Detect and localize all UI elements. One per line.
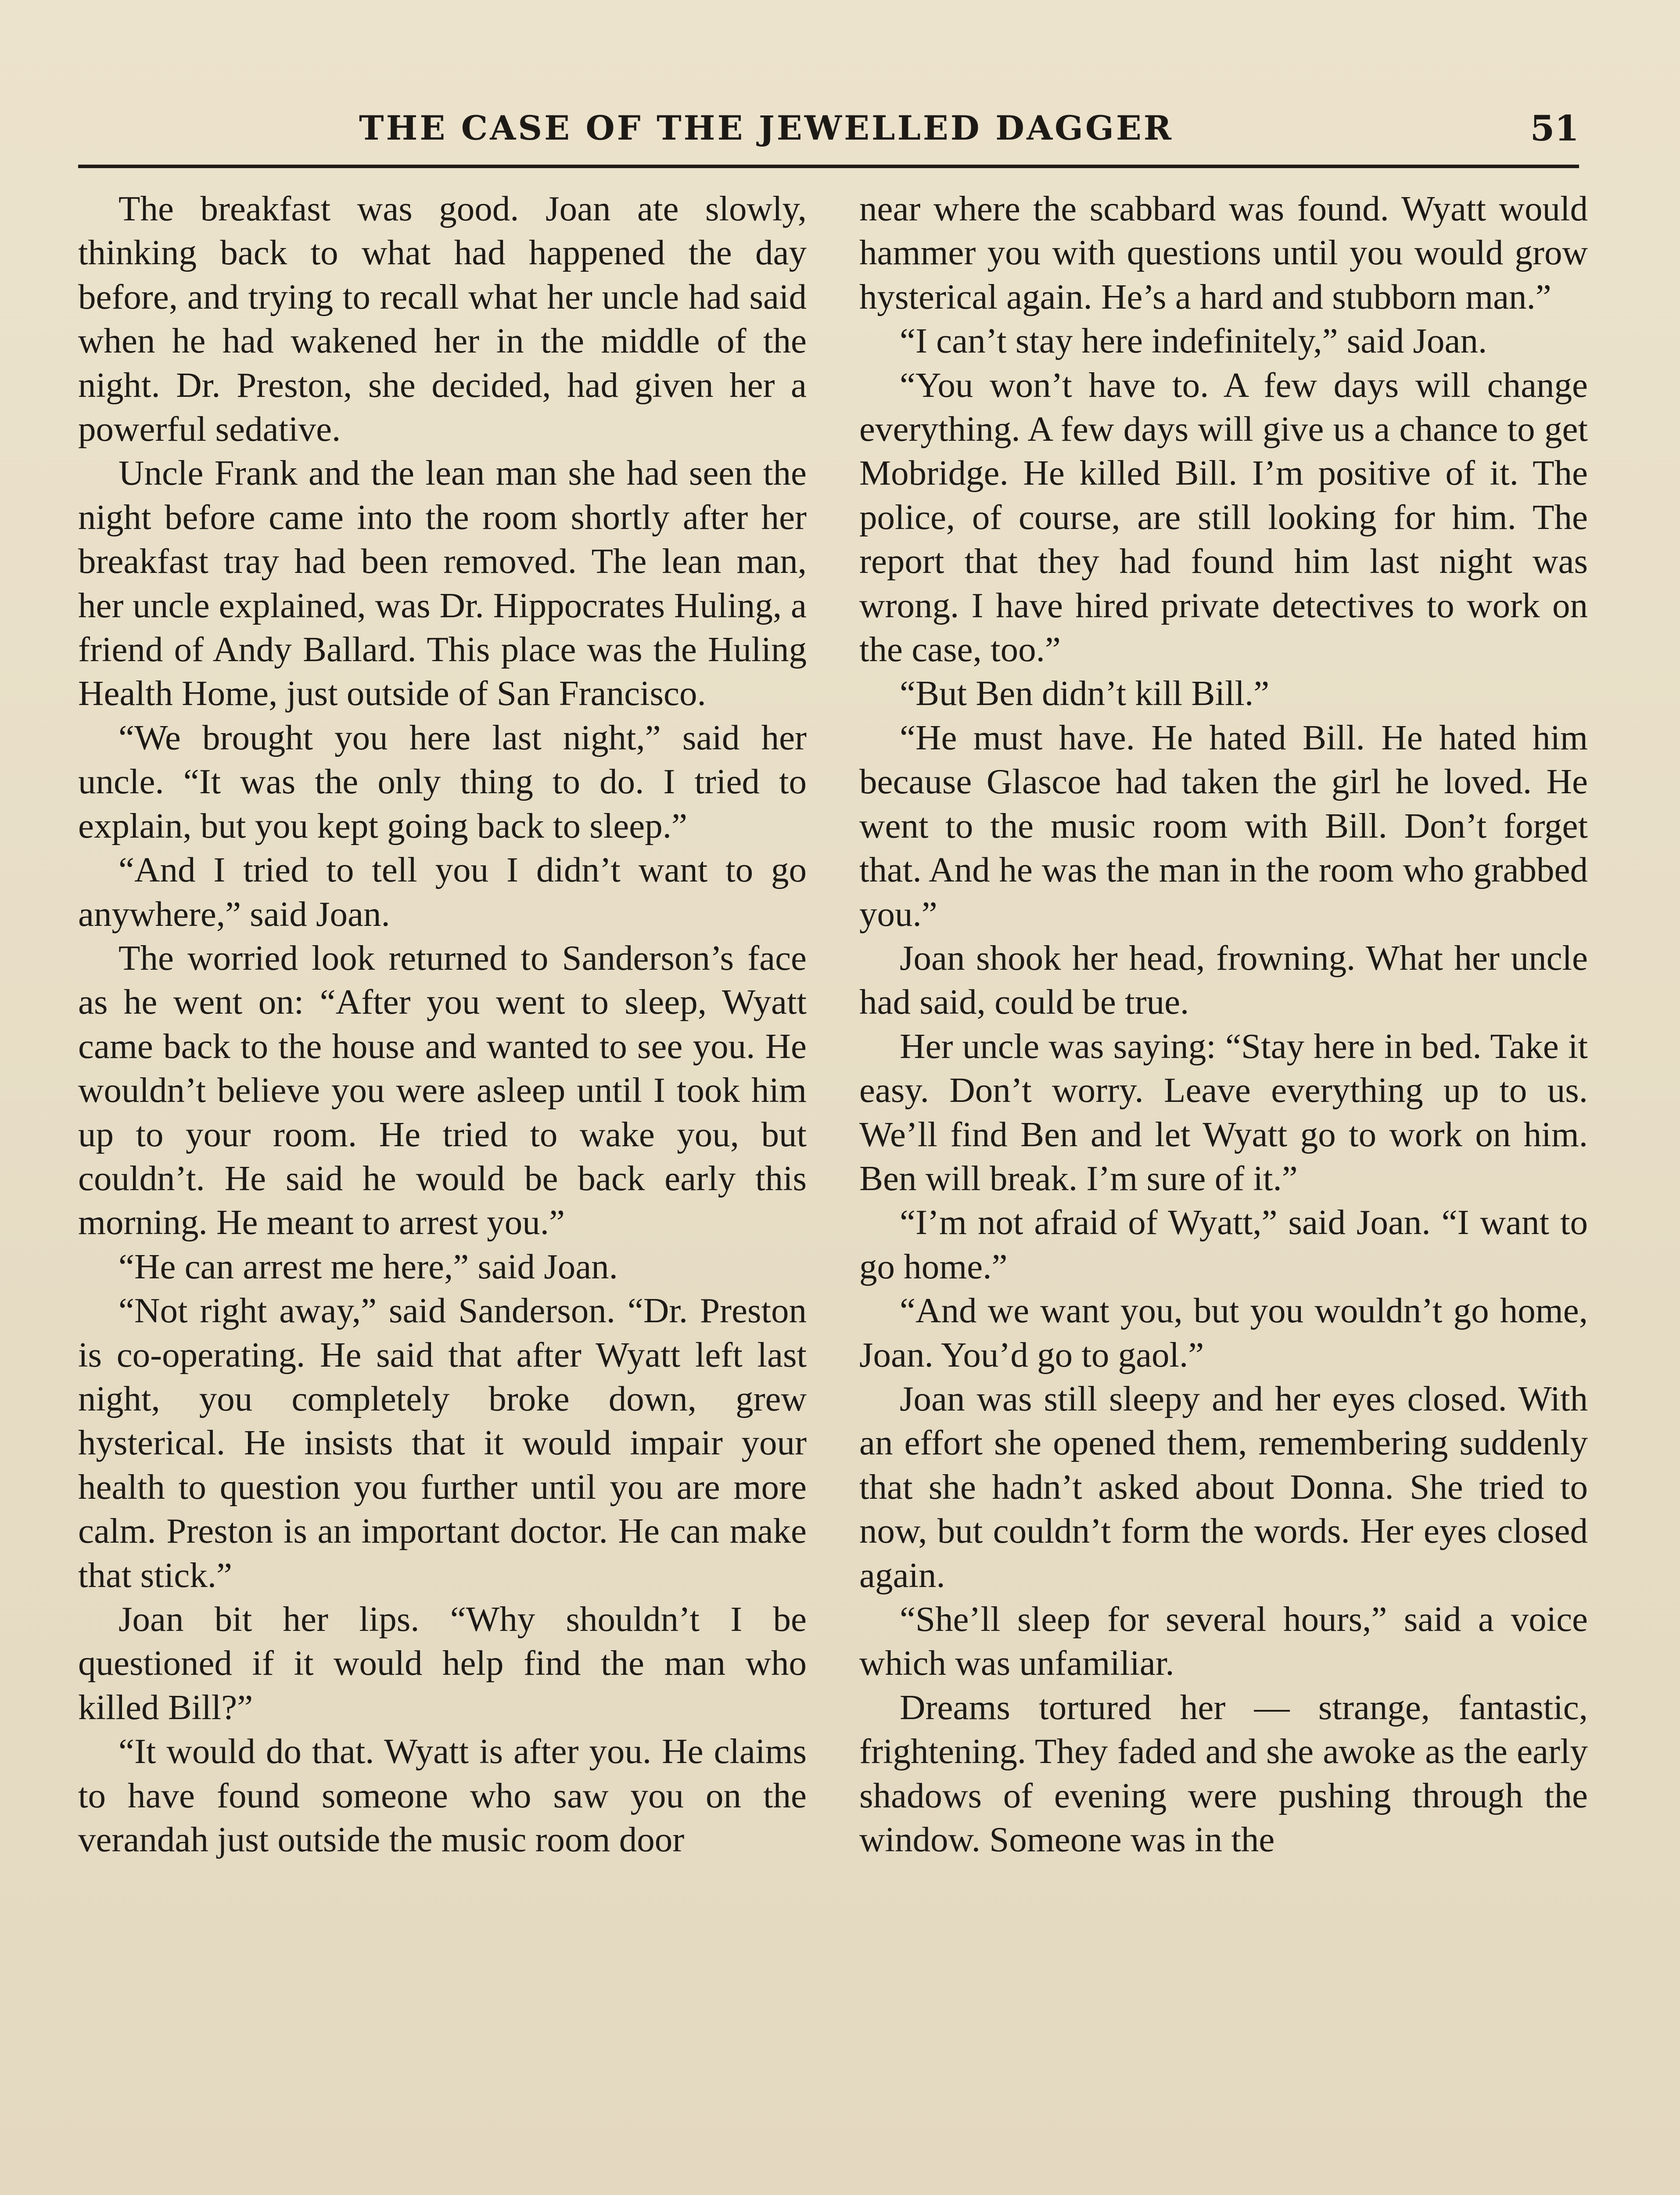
paragraph-continuation: near where the scabbard was found. Wyatt would hammer you with questions until you would grow hysterical again. He’s a hard and stubborn man.” [859, 189, 1588, 317]
paragraph: “He must have. He hated Bill. He hated him because Glascoe had taken the girl he loved. He went to the music room with Bill. Don’t forget that. And he was the man in the room who grabbed you.” [859, 717, 1588, 934]
paragraph: Dreams tortured her — strange, fantastic, frightening. They faded and she awoke as the early shadows of evening were pushing through the window. Someone was in the [859, 1687, 1588, 1860]
paragraph: “And we want you, but you wouldn’t go home, Joan. You’d go to gaol.” [859, 1291, 1588, 1375]
paragraph: “But Ben didn’t kill Bill.” [900, 673, 1270, 713]
paragraph: “You won’t have to. A few days will change everything. A few days will give us a chance to get Mobridge. He killed Bill. I’m positive of it. The police, of course, are still looking for him. The report that they had found him last night was wrong. I have hired private detectives to work on the case, too.” [859, 365, 1588, 669]
running-head [78, 102, 1579, 155]
paragraph: “And I tried to tell you I didn’t want to go anywhere,” said Joan. [78, 850, 807, 934]
header-rule [78, 165, 1579, 168]
running-title: THE CASE OF THE JEWELLED DAGGER [359, 108, 1174, 148]
paragraph: Joan shook her head, frowning. What her uncle had said, could be true. [859, 938, 1588, 1022]
paragraph: The breakfast was good. Joan ate slowly, thinking back to what had happened the day before, and trying to recall what her uncle had said when he had wakened her in the middle of the night. Dr. Preston, she decided, had given her a powerful sedative. [78, 189, 807, 449]
left-column [78, 187, 807, 1861]
paragraph: “We brought you here last night,” said her uncle. “It was the only thing to do. I tried to explain, but you kept going back to sleep.” [78, 717, 807, 846]
paragraph: “Not right away,” said Sanderson. “Dr. Preston is co-operating. He said that after Wyatt left last night, you completely broke down, grew hysterical. He insists that it would impair your health to question you further until you are more calm. Preston is an important doctor. He can make that stick.” [78, 1291, 807, 1595]
page-number: 51 [1530, 108, 1579, 149]
paragraph: “I can’t stay here indefinitely,” said Joan. [900, 321, 1487, 361]
paragraph: Her uncle was saying: “Stay here in bed. Take it easy. Don’t worry. Leave everything up to us. We’ll find Ben and let Wyatt go to work on him. Ben will break. I’m sure of it.” [859, 1026, 1588, 1198]
paragraph: The worried look returned to Sanderson’s face as he went on: “After you went to sleep, Wyatt came back to the house and wanted to see you. He wouldn’t believe you were asleep until I took him up to your room. He tried to wake you, but couldn’t. He said he would be back early this morning. He meant to arrest you.” [78, 938, 807, 1242]
paragraph: “He can arrest me here,” said Joan. [118, 1246, 618, 1286]
paragraph: “It would do that. Wyatt is after you. He claims to have found someone who saw you on the verandah just outside the music room door [78, 1731, 807, 1860]
paragraph: “She’ll sleep for several hours,” said a voice which was unfamiliar. [859, 1599, 1588, 1683]
paragraph: Joan bit her lips. “Why shouldn’t I be questioned if it would help find the man who killed Bill?” [78, 1599, 807, 1727]
paragraph: Uncle Frank and the lean man she had seen the night before came into the room shortly after her breakfast tray had been removed. The lean man, her uncle explained, was Dr. Hippocrates Huling, a friend of Andy Ballard. This place was the Huling Health Home, just outside of San Francisco. [78, 453, 807, 713]
paragraph: Joan was still sleepy and her eyes closed. With an effort she opened them, remembering suddenly that she hadn’t asked about Donna. She tried to now, but couldn’t form the words. Her eyes closed again. [859, 1378, 1588, 1595]
paragraph: “I’m not afraid of Wyatt,” said Joan. “I want to go home.” [859, 1202, 1588, 1286]
right-column [859, 187, 1588, 1861]
